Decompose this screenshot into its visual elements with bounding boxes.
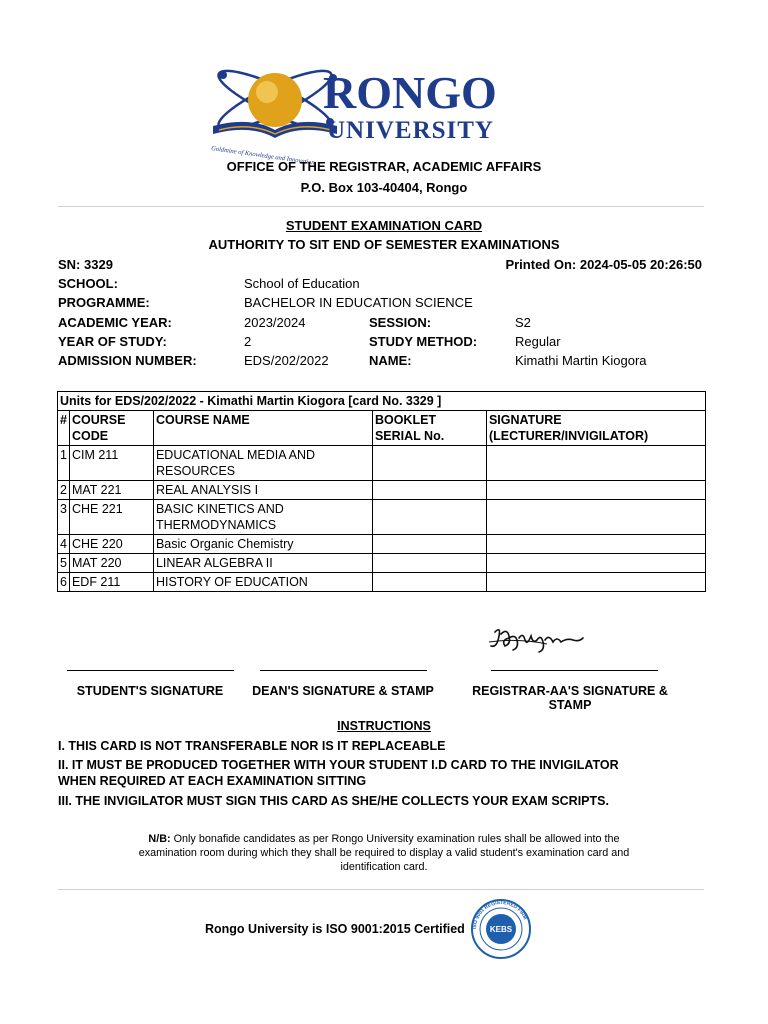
kebs-seal-icon: [470, 898, 532, 960]
header-signature: SIGNATURE (LECTURER/INVIGILATOR): [486, 411, 705, 446]
name-value: Kimathi Martin Kiogora: [515, 353, 647, 368]
academic-year-label: ACADEMIC YEAR:: [58, 315, 172, 330]
row-course-name: LINEAR ALGEBRA II: [153, 554, 372, 573]
row-course-name: Basic Organic Chemistry: [153, 535, 372, 554]
office-address: P.O. Box 103-40404, Rongo: [300, 180, 468, 195]
session-value: S2: [515, 315, 531, 330]
row-number: 6: [58, 573, 70, 592]
table-row: [58, 535, 706, 554]
row-booklet-serial[interactable]: [372, 573, 486, 592]
card-subtitle: AUTHORITY TO SIT END OF SEMESTER EXAMINATIONS: [208, 237, 560, 252]
row-booklet-serial[interactable]: [372, 481, 486, 500]
globe-atom-book-icon: [213, 61, 337, 139]
table-row: [58, 554, 706, 573]
units-header-row: [58, 411, 706, 446]
row-booklet-serial[interactable]: [372, 535, 486, 554]
card-title: STUDENT EXAMINATION CARD: [285, 218, 483, 233]
row-signature[interactable]: [486, 554, 705, 573]
iso-certification: Rongo University is ISO 9001:2015 Certified: [205, 922, 465, 936]
session-label: SESSION:: [369, 315, 432, 330]
registrar-signature-line: [491, 670, 658, 671]
instructions-title: INSTRUCTIONS: [337, 719, 431, 733]
row-course-code: MAT 220: [69, 554, 153, 573]
student-signature-label: STUDENT'S SIGNATURE: [76, 684, 224, 698]
admission-number-label: ADMISSION NUMBER:: [58, 353, 197, 368]
logo-name-line1: RONGO: [323, 67, 497, 118]
row-signature[interactable]: [486, 446, 705, 481]
row-course-code: CHE 220: [69, 535, 153, 554]
row-course-code: CHE 221: [69, 500, 153, 535]
instruction-item: II. IT MUST BE PRODUCED TOGETHER WITH YOUR STUDENT I.D CARD TO THE INVIGILATOR WHEN REQUIRED AT EACH EXAMINATION SITTING: [58, 758, 619, 788]
note-text: Only bonafide candidates as per Rongo University examination rules shall be allowed into the examination room during which they shall be required to display a valid student's examination card and identification card.: [138, 833, 630, 873]
school-label: SCHOOL:: [58, 276, 118, 291]
year-of-study-value: 2: [244, 334, 252, 349]
kebs-ring-text: ISO 9001 REGISTERED FIRM: [471, 899, 528, 930]
year-of-study-label: YEAR OF STUDY:: [58, 334, 167, 349]
row-signature[interactable]: [486, 481, 705, 500]
row-booklet-serial[interactable]: [372, 554, 486, 573]
office-heading: OFFICE OF THE REGISTRAR, ACADEMIC AFFAIRS: [226, 159, 542, 174]
units-table: [57, 391, 706, 592]
programme-value: BACHELOR IN EDUCATION SCIENCE: [244, 295, 473, 310]
printed-on: Printed On: 2024-05-05 20:26:50: [505, 257, 702, 272]
logo-tagline: Goldmine of Knowledge and Innovation: [210, 145, 316, 167]
dean-signature-label: DEAN'S SIGNATURE & STAMP: [252, 684, 434, 698]
units-caption: Units for EDS/202/2022 - Kimathi Martin Kiogora [card No. 3329 ]: [58, 392, 706, 411]
row-course-code: MAT 221: [69, 481, 153, 500]
row-course-name: REAL ANALYSIS I: [153, 481, 372, 500]
header-booklet-serial: BOOKLET SERIAL No.: [372, 411, 486, 446]
name-label: NAME:: [369, 353, 412, 368]
row-signature[interactable]: [486, 573, 705, 592]
header-course-name: COURSE NAME: [153, 411, 372, 446]
row-booklet-serial[interactable]: [372, 500, 486, 535]
note-label: N/B:: [148, 833, 171, 845]
row-course-name: BASIC KINETICS AND THERMODYNAMICS: [153, 500, 372, 535]
row-signature[interactable]: [486, 500, 705, 535]
row-signature[interactable]: [486, 535, 705, 554]
table-row: [58, 500, 706, 535]
divider: [58, 889, 704, 890]
registrar-signature-label: REGISTRAR-AA'S SIGNATURE & STAMP: [472, 684, 668, 712]
row-number: 3: [58, 500, 70, 535]
row-course-name: EDUCATIONAL MEDIA AND RESOURCES: [153, 446, 372, 481]
registrar-handwritten-signature: [487, 622, 587, 656]
academic-year-value: 2023/2024: [244, 315, 306, 330]
note-paragraph: [120, 832, 648, 874]
school-value: School of Education: [244, 276, 360, 291]
table-row: [58, 481, 706, 500]
units-caption-row: [58, 392, 706, 411]
dean-signature-line: [260, 670, 427, 671]
row-course-name: HISTORY OF EDUCATION: [153, 573, 372, 592]
student-signature-line: [67, 670, 234, 671]
header-number: #: [58, 411, 70, 446]
logo-name-line2: UNIVERSITY: [327, 117, 494, 144]
instruction-item: I. THIS CARD IS NOT TRANSFERABLE NOR IS IT REPLACEABLE: [58, 739, 446, 753]
header-course-code: COURSE CODE: [69, 411, 153, 446]
divider: [58, 206, 704, 207]
row-course-code: EDF 211: [69, 573, 153, 592]
row-number: 2: [58, 481, 70, 500]
study-method-value: Regular: [515, 334, 561, 349]
row-number: 1: [58, 446, 70, 481]
table-row: [58, 446, 706, 481]
row-number: 4: [58, 535, 70, 554]
study-method-label: STUDY METHOD:: [369, 334, 478, 349]
serial-number: SN: 3329: [58, 257, 113, 272]
row-booklet-serial[interactable]: [372, 446, 486, 481]
programme-label: PROGRAMME:: [58, 295, 150, 310]
table-row: [58, 573, 706, 592]
row-number: 5: [58, 554, 70, 573]
admission-number-value: EDS/202/2022: [244, 353, 329, 368]
kebs-label: KEBS: [489, 925, 513, 934]
row-course-code: CIM 211: [69, 446, 153, 481]
instruction-item: III. THE INVIGILATOR MUST SIGN THIS CARD AS SHE/HE COLLECTS YOUR EXAM SCRIPTS.: [58, 794, 609, 808]
